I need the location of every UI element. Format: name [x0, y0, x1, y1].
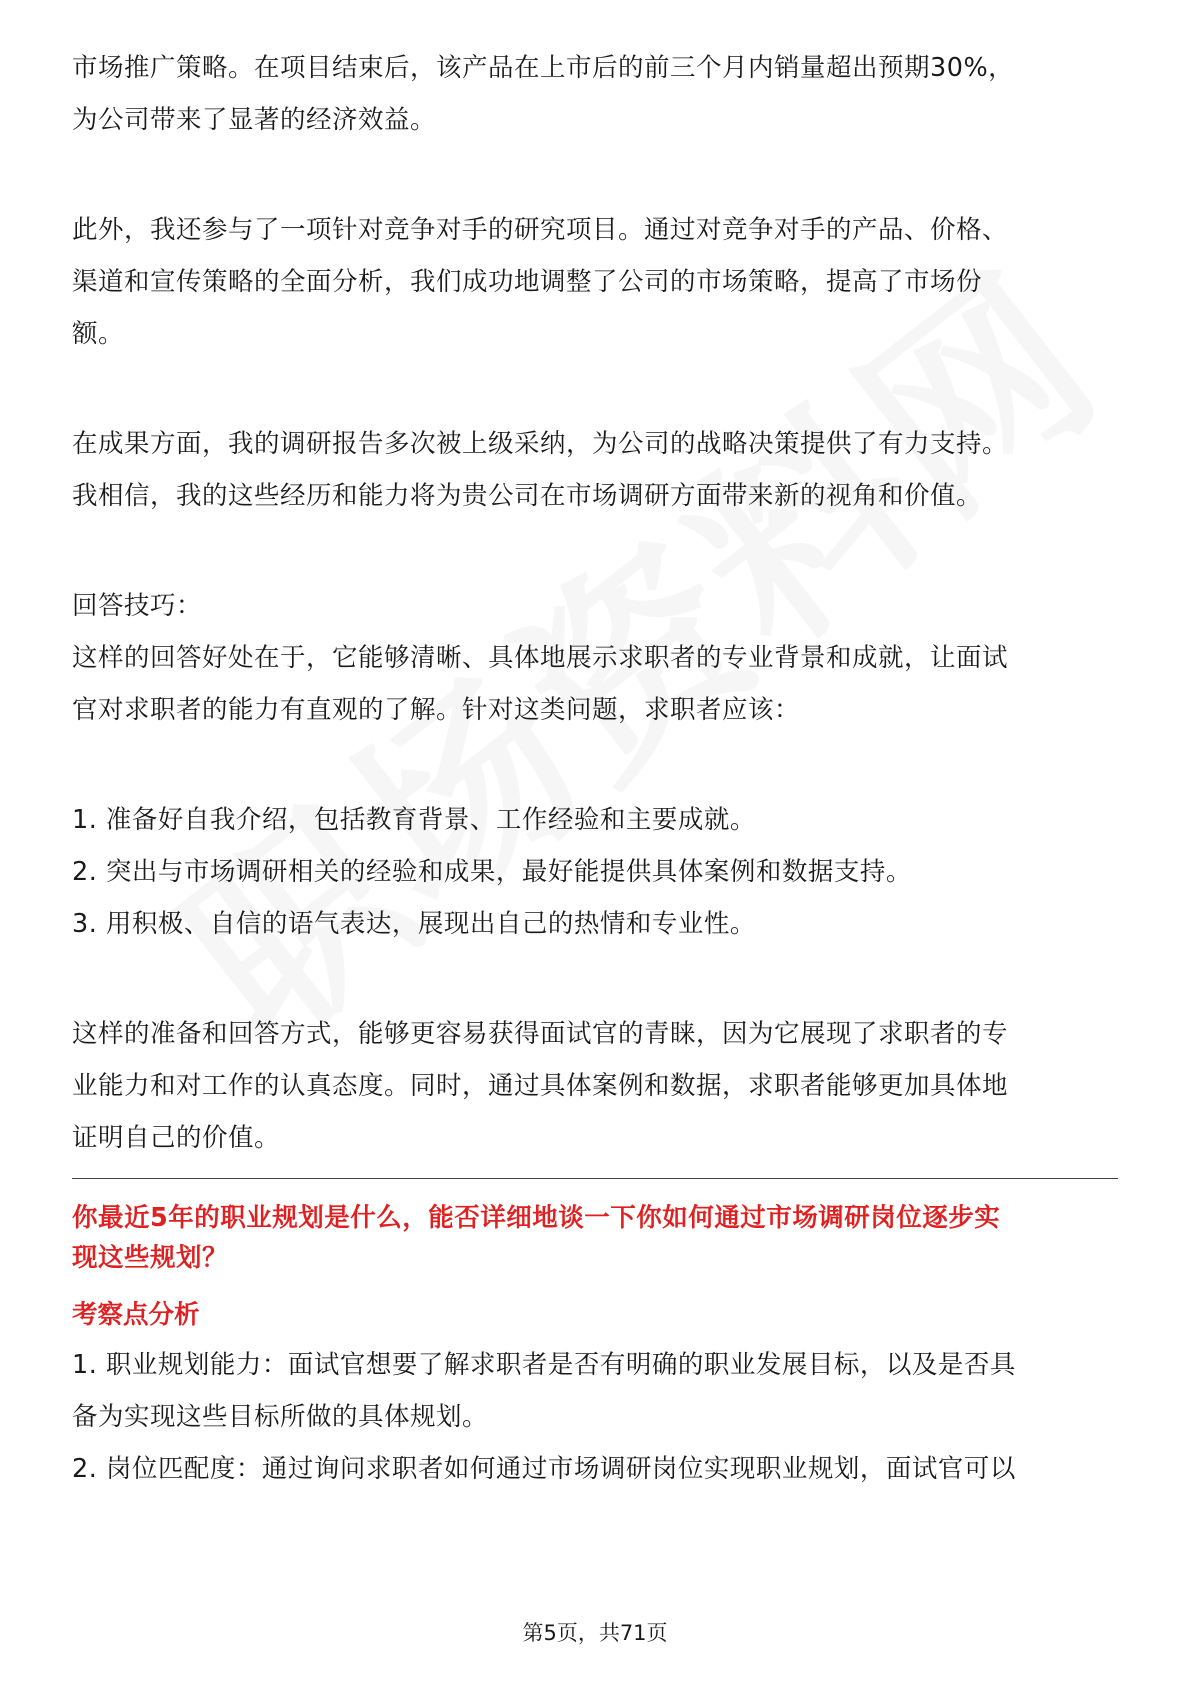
question-line: 现这些规划？ [72, 1243, 229, 1273]
paragraph-3 [72, 418, 1118, 522]
tips-label: 回答技巧： [72, 591, 203, 621]
page-number: 第5页，共71页 [522, 1621, 668, 1645]
text-line: 在成果方面，我的调研报告多次被上级采纳，为公司的战略决策提供了有力支持。 [72, 429, 1009, 459]
paragraph-1 [72, 42, 1118, 146]
text-line: 这样的回答好处在于，它能够清晰、具体地展示求职者的专业背景和成就，让面试 [72, 643, 1009, 673]
list-item: 3. 用积极、自信的语气表达，展现出自己的热情和专业性。 [72, 909, 756, 939]
analysis-line: 2. 岗位匹配度：通过询问求职者如何通过市场调研岗位实现职业规划，面试官可以 [72, 1454, 1016, 1484]
text-line: 额。 [72, 319, 125, 349]
text-line: 证明自己的价值。 [72, 1123, 281, 1153]
text-line: 市场推广策略。在项目结束后，该产品在上市后的前三个月内销量超出预期30%， [72, 53, 1015, 83]
list-item: 1. 准备好自我介绍，包括教育背景、工作经验和主要成就。 [72, 805, 756, 835]
analysis-line: 1. 职业规划能力：面试官想要了解求职者是否有明确的职业发展目标，以及是否具 [72, 1350, 1016, 1380]
paragraph-2 [72, 204, 1118, 360]
question-line: 你最近5年的职业规划是什么，能否详细地谈一下你如何通过市场调研岗位逐步实 [72, 1203, 1001, 1233]
text-line: 这样的准备和回答方式，能够更容易获得面试官的青睐，因为它展现了求职者的专 [72, 1019, 1009, 1049]
text-line: 业能力和对工作的认真态度。同时，通过具体案例和数据，求职者能够更加具体地 [72, 1071, 1009, 1101]
section-divider [72, 1178, 1118, 1179]
tips-section [72, 580, 1118, 736]
text-line: 渠道和宣传策略的全面分析，我们成功地调整了公司的市场策略，提高了市场份 [72, 267, 983, 297]
text-line: 官对求职者的能力有直观的了解。针对这类问题，求职者应该： [72, 695, 801, 725]
tips-list [72, 794, 1118, 950]
text-line: 我相信，我的这些经历和能力将为贵公司在市场调研方面带来新的视角和价值。 [72, 481, 983, 511]
text-line: 此外，我还参与了一项针对竞争对手的研究项目。通过对竞争对手的产品、价格、 [72, 215, 1009, 245]
analysis-list [72, 1339, 1118, 1495]
text-line: 为公司带来了显著的经济效益。 [72, 105, 437, 135]
analysis-line: 备为实现这些目标所做的具体规划。 [72, 1402, 489, 1432]
question-heading [72, 1198, 1118, 1278]
list-item: 2. 突出与市场调研相关的经验和成果，最好能提供具体案例和数据支持。 [72, 857, 912, 887]
analysis-heading: 考察点分析 [72, 1300, 200, 1330]
main-content [72, 42, 1118, 1164]
paragraph-4 [72, 1008, 1118, 1164]
